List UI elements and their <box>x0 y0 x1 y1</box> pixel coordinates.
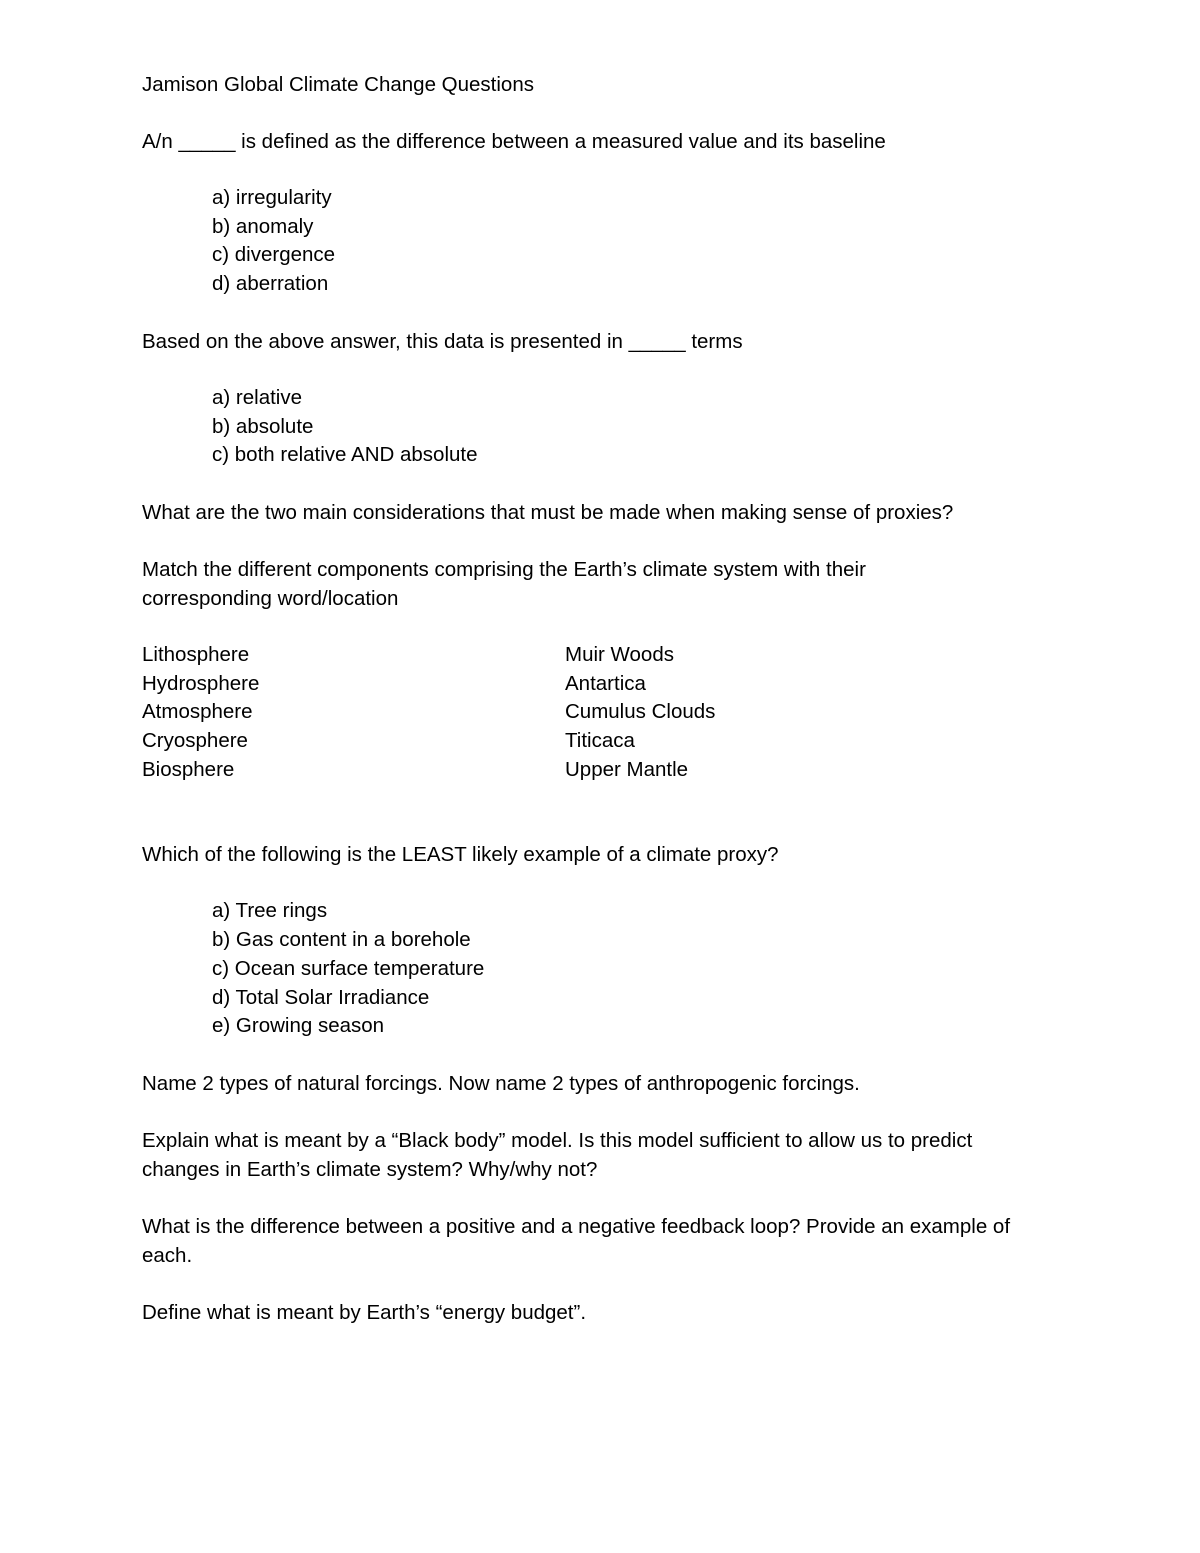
matching-columns <box>142 641 1072 785</box>
question-7 <box>142 1126 1072 1184</box>
question-5: Which of the following is the LEAST likely example of a climate proxy? <box>142 843 779 867</box>
option-item: c) divergence <box>212 243 336 267</box>
question-9: Define what is meant by Earth’s “energy budget”. <box>142 1300 587 1324</box>
question-7-line-1: Explain what is meant by a “Black body” model. Is this model sufficient to allow us to predict <box>142 1128 973 1152</box>
location-item: Upper Mantle <box>565 757 689 781</box>
option-item: b) anomaly <box>212 214 314 238</box>
locations-column <box>565 641 715 785</box>
option-item: a) Tree rings <box>212 899 328 923</box>
option-item: d) aberration <box>212 272 329 296</box>
location-item: Muir Woods <box>565 642 674 666</box>
location-item: Titicaca <box>565 729 635 753</box>
question-2: Based on the above answer, this data is presented in _____ terms <box>142 329 743 353</box>
question-4 <box>142 555 1072 613</box>
component-item: Cryosphere <box>142 729 248 753</box>
question-4-line-2: corresponding word/location <box>142 586 399 610</box>
question-8-line-2: each. <box>142 1243 193 1267</box>
component-item: Atmosphere <box>142 700 253 724</box>
question-1-options <box>212 184 1072 299</box>
location-item: Antartica <box>565 671 646 695</box>
document-page <box>142 70 1072 1355</box>
question-8-line-1: What is the difference between a positive and a negative feedback loop? Provide an example of <box>142 1214 1011 1238</box>
option-item: b) absolute <box>212 414 314 438</box>
option-item: c) both relative AND absolute <box>212 443 478 467</box>
option-item: a) irregularity <box>212 186 332 209</box>
question-3: What are the two main considerations that must be made when making sense of proxies? <box>142 500 954 524</box>
component-item: Lithosphere <box>142 642 250 666</box>
question-2-options <box>212 384 1072 470</box>
location-item: Cumulus Clouds <box>565 700 716 724</box>
component-item: Biosphere <box>142 757 235 781</box>
question-4-line-1: Match the different components comprising the Earth’s climate system with their <box>142 557 866 581</box>
option-item: a) relative <box>212 385 303 409</box>
option-item: c) Ocean surface temperature <box>212 956 485 980</box>
question-6: Name 2 types of natural forcings. Now name 2 types of anthropogenic forcings. <box>142 1071 860 1095</box>
option-item: b) Gas content in a borehole <box>212 928 471 952</box>
components-column <box>142 641 565 785</box>
question-7-line-2: changes in Earth’s climate system? Why/why not? <box>142 1157 598 1181</box>
document-title: Jamison Global Climate Change Questions <box>142 73 534 96</box>
question-8 <box>142 1212 1072 1270</box>
option-item: e) Growing season <box>212 1014 385 1038</box>
question-5-options <box>212 897 1072 1041</box>
question-1: A/n _____ is defined as the difference between a measured value and its baseline <box>142 130 886 153</box>
option-item: d) Total Solar Irradiance <box>212 985 430 1009</box>
component-item: Hydrosphere <box>142 671 260 695</box>
